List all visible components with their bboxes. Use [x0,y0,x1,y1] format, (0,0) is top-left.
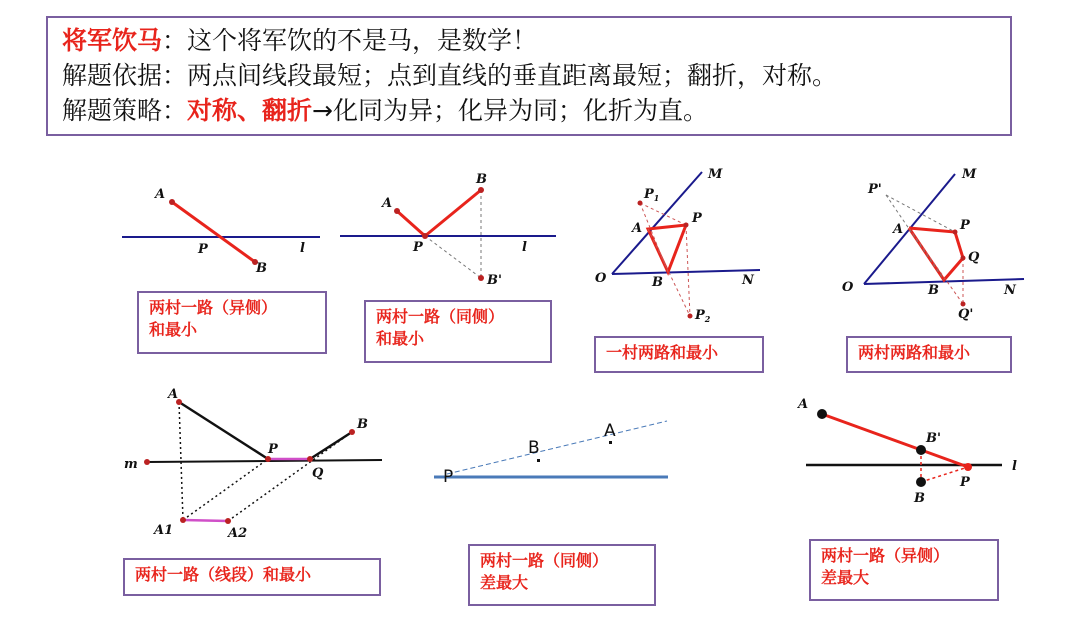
label-l: l [1012,459,1017,474]
label-P: P [268,442,278,457]
label-M: M [962,167,977,182]
point-Bprime [478,275,484,281]
diagram-opposite-sides-sum [122,187,320,276]
caption-opposite-sides-sum: 两村一路（异侧） 和最小 [137,291,327,354]
line-P1-P [640,203,686,225]
road-ON [612,270,760,274]
point-P [422,233,428,239]
label-B: B [652,275,663,290]
label-N: N [742,273,754,288]
banner-line-1-text: ：这个将军饮的不是马，是数学！ [162,26,538,55]
label-A: A [893,222,904,237]
diagram-opposite-side-diff [796,397,1017,506]
road-OM [612,172,702,274]
banner-line-3-head: 解题策略： [62,96,188,125]
line-A1-P [183,459,268,520]
point-B [916,477,926,487]
point-A [394,208,400,214]
label-P: P [960,218,970,233]
banner-line-2: 解题依据：两点间线段最短；点到直线的垂直距离最短；翻折，对称。 [62,61,838,90]
point-A [817,409,827,419]
caption-one-village-two-roads: 一村两路和最小 [594,336,764,373]
label-Qprime: Q' [958,307,974,322]
point-P [964,463,972,471]
label-A: A [604,421,616,441]
label-B: B [928,283,939,298]
segment-AP [822,414,968,467]
label-Bprime: B' [926,431,941,446]
line-PBA [447,421,667,474]
point-B [537,459,540,462]
diagram-segment-sum [124,387,382,541]
label-M: M [708,167,723,182]
label-A: A [632,221,643,236]
segment-AP [179,402,268,459]
label-O: O [595,271,607,286]
label-A: A [168,387,179,402]
label-N: N [1004,283,1016,298]
label-Q: Q [968,250,980,265]
segment-PB [425,190,481,236]
label-P1: $P_1$ [644,187,660,203]
point-P1 [638,201,643,206]
diagram-same-side-diff [434,421,668,487]
caption-two-villages-two-roads: 两村两路和最小 [846,336,1012,373]
point-Q [961,256,966,261]
label-A1: A1 [154,523,174,538]
point-A1 [180,517,186,523]
label-A: A [798,397,809,412]
point-m [144,459,150,465]
segment-AP [397,211,425,236]
point-P2 [688,314,693,319]
point-A [169,199,175,205]
label-B: B [256,261,267,276]
caption-same-side-diff: 两村一路（同侧） 差最大 [468,544,656,606]
caption-same-side-sum: 两村一路（同侧） 和最小 [364,300,552,363]
label-A2: A2 [228,526,248,541]
point-P [953,230,958,235]
label-B: B [914,491,925,506]
label-P: P [443,467,454,487]
label-A: A [382,196,393,211]
point-Qprime [961,302,966,307]
label-P2: $P_2$ [695,308,711,324]
label-B: B [528,438,540,458]
banner-title: 将军饮马 [62,26,163,55]
label-l: l [522,240,527,255]
triangle-path [648,225,686,272]
label-Q: Q [312,466,324,481]
label-P: P [960,475,970,490]
label-P: P [692,211,702,226]
label-B: B [357,417,368,432]
point-B [478,187,484,193]
point-Bprime [916,445,926,455]
label-m: m [124,457,138,472]
caption-segment-sum: 两村一路（线段）和最小 [123,558,381,596]
point-A2 [225,518,231,524]
banner-line-3-highlight: 对称、翻折 [187,96,313,125]
point-A [609,441,612,444]
label-l: l [300,241,305,256]
label-P: P [198,242,208,257]
point-Q [307,456,313,462]
diagram-two-villages-two-roads [842,167,1024,322]
label-Pprime: P' [868,182,882,197]
point-P [684,223,689,228]
segment-A1A2 [183,520,228,521]
label-Bprime: B' [487,273,502,288]
segment-PBprime [425,236,481,278]
diagram-same-side-sum [340,172,556,288]
label-B: B [476,172,487,187]
label-P: P [413,240,423,255]
label-O: O [842,280,854,295]
label-A: A [155,187,166,202]
banner-line-3-tail: →化同为异；化异为同；化折为直。 [312,96,708,125]
diagram-one-village-two-roads [595,167,760,324]
point-B [349,429,355,435]
quad-path [909,228,963,280]
line-P-P2 [686,225,690,316]
segment-AB [172,202,255,262]
caption-opposite-side-diff: 两村一路（异侧） 差最大 [809,539,999,601]
